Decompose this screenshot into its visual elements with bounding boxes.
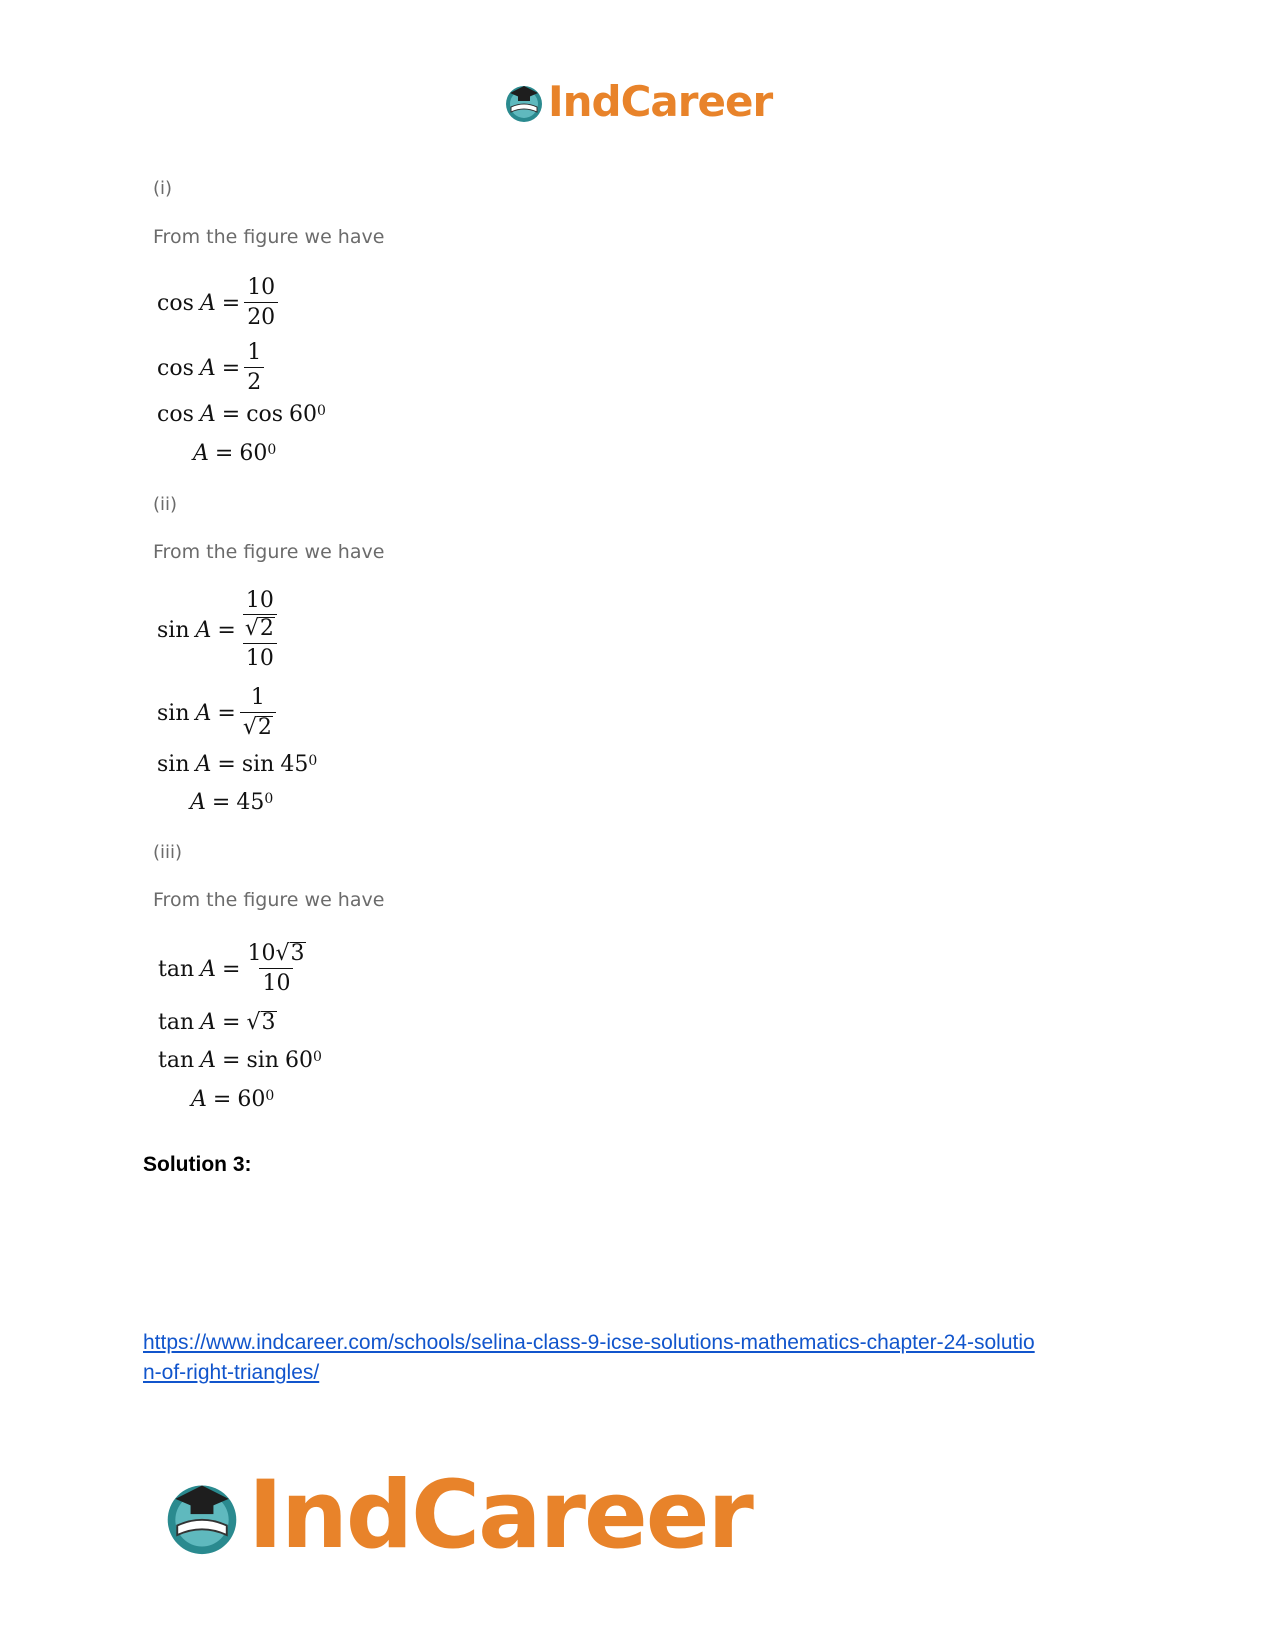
footer-link-line-2: n-of-right-triangles/: [143, 1361, 320, 1384]
part-label-ii: (ii): [153, 494, 178, 515]
fraction: 10 √ 3 10: [247, 941, 305, 996]
math-line-ii-3: sin A = sin 45 0: [157, 752, 318, 777]
graduation-book-globe-icon: [160, 1476, 244, 1556]
part-label-iii: (iii): [153, 842, 183, 863]
square-root: √ 3: [275, 941, 305, 966]
part-intro-iii: From the figure we have: [153, 889, 385, 911]
math-line-i-4: A = 60 0: [193, 441, 277, 466]
footer-link-line-1: https://www.indcareer.com/schools/selina-class-9-icse-solutions-mathematics-chapter-24-solutio: [143, 1331, 1035, 1354]
part-intro-i: From the figure we have: [153, 226, 385, 248]
footer-logo: [160, 1461, 752, 1570]
square-root: √ 2: [242, 715, 272, 740]
fraction: $\frac{1}{2}$: [244, 340, 264, 396]
square-root: √ 3: [246, 1010, 276, 1035]
fraction: $\frac{10}{20}$: [244, 275, 278, 331]
math-line-i-2: cos A = $\frac{1}{2}$: [157, 340, 264, 396]
math-line-ii-1: sin A = 10 √ 2 10: [157, 588, 280, 672]
square-root: √ 2: [244, 616, 274, 641]
header-logo-text: IndCareer: [548, 77, 773, 126]
header-logo: [502, 78, 772, 126]
fraction: 1 √ 2: [240, 685, 276, 741]
math-line-i-3: cos A = cos 60 0: [157, 402, 326, 427]
math-line-iii-3: tan A = sin 60 0: [158, 1048, 322, 1073]
math-line-i-1: cos A = $\frac{10}{20}$: [157, 275, 278, 331]
part-intro-ii: From the figure we have: [153, 541, 385, 563]
part-label-i: (i): [153, 178, 173, 199]
math-line-ii-4: A = 45 0: [190, 790, 274, 815]
math-line-iii-4: A = 60 0: [191, 1087, 275, 1112]
compound-fraction: 10 √ 2 10: [240, 588, 280, 672]
solution-heading: Solution 3:: [143, 1153, 252, 1176]
math-line-iii-1: tan A = 10 √ 3 10: [158, 941, 309, 997]
graduation-book-globe-icon: [502, 81, 546, 123]
footer-logo-text: IndCareer: [248, 1461, 752, 1570]
footer-source-link[interactable]: [143, 1328, 1103, 1388]
math-line-ii-2: sin A = 1 √ 2: [157, 685, 276, 741]
math-line-iii-2: tan A = √ 3: [158, 1010, 276, 1035]
